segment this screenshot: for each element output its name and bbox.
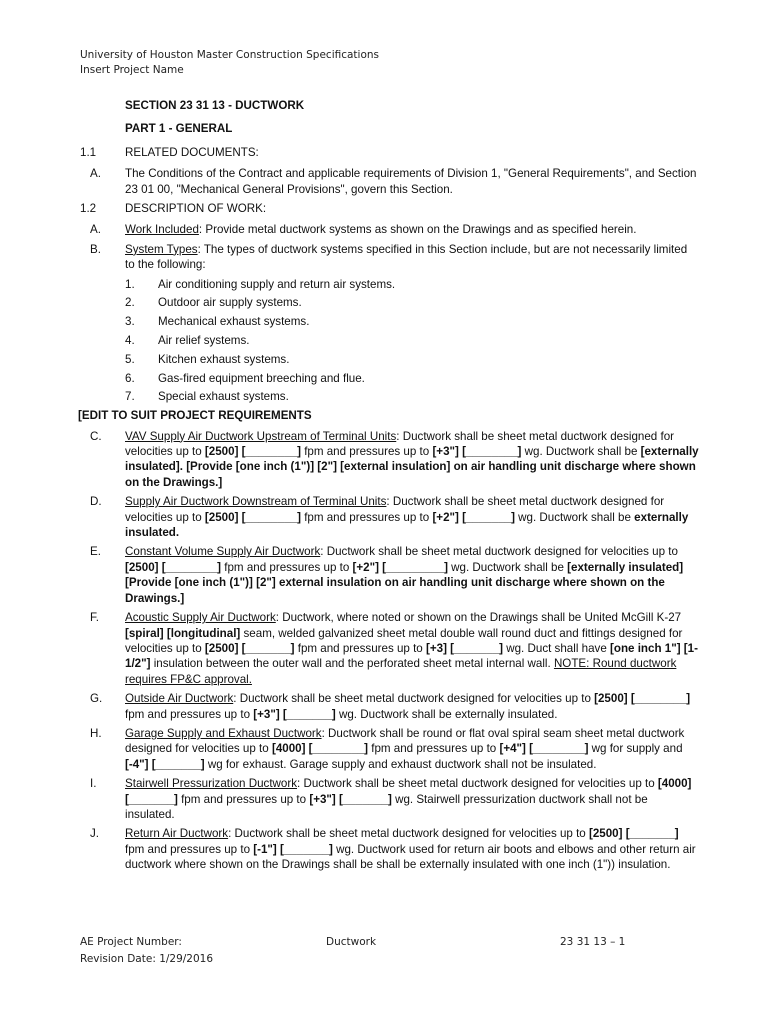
footer-center: Ductwork <box>326 936 377 948</box>
bracket-option: [one inch 1"] [1-1/2"] <box>125 641 698 671</box>
paragraph-1-1-a <box>80 166 700 197</box>
page-header <box>80 48 379 78</box>
paragraph-label: System Types <box>125 242 198 256</box>
text-run: wg. Ductwork shall be <box>514 510 635 524</box>
list-text: Air relief systems. <box>158 334 250 348</box>
text-run: wg for exhaust. Garage supply and exhaust ductwork shall not be insulated. <box>204 757 597 771</box>
text-run: fpm and pressures up to <box>177 792 310 806</box>
paragraph-letter: A. <box>90 167 101 181</box>
list-text: Special exhaust systems. <box>158 390 289 404</box>
document-body <box>80 98 700 877</box>
text-run: wg. Stairwell pressurization ductwork shall not be insulated. <box>125 792 648 821</box>
text-run: : Ductwork shall be sheet metal ductwork designed for velocities up to <box>297 777 658 791</box>
paragraph-letter: C. <box>90 429 102 443</box>
section-title: SECTION 23 31 13 - DUCTWORK <box>125 99 305 112</box>
bracket-option: [-4"] [_______] <box>125 757 205 771</box>
text-run: wg. Ductwork shall be <box>447 560 568 574</box>
text-run: : Ductwork, where noted or shown on the Drawings shall be United McGill K-27 <box>275 611 682 625</box>
text-run: fpm and pressures up to <box>300 445 433 459</box>
text-run: : Ductwork shall be sheet metal ductwork designed for velocities up to <box>125 429 675 459</box>
text-run: wg. Ductwork used for return air boots and elbows and other return air ductwork where shown on the Drawings shall be shall be externally insulated with one inch (1")) insulation. <box>125 842 696 872</box>
text-run: : Ductwork shall be sheet metal ductwork designed for velocities up to <box>125 495 665 524</box>
bracket-option: [+3] [_______] <box>425 641 504 655</box>
paragraph-1-2-a <box>80 222 700 237</box>
footer-project-number: AE Project Number: <box>80 936 182 948</box>
list-item <box>80 371 700 386</box>
text-run: fpm and pressures up to <box>368 742 500 756</box>
header-line-2: Insert Project Name <box>80 64 184 76</box>
paragraph-g <box>80 691 700 722</box>
list-number: 2. <box>125 296 135 310</box>
text-run: wg. Ductwork shall be <box>521 445 641 459</box>
text-run: : Ductwork shall be sheet metal ductwork designed for velocities up to <box>228 827 589 841</box>
bracket-option: [spiral] [longitudinal] <box>125 626 241 640</box>
list-item <box>80 295 700 310</box>
bracket-option: [+3"] [_______] <box>309 792 392 806</box>
text-run: fpm and pressures up to <box>300 510 433 524</box>
bracket-option: [4000] [_______] <box>125 777 692 806</box>
bracket-option: [2500] [________] <box>125 560 222 574</box>
paragraph-h <box>80 726 700 772</box>
list-item <box>80 389 700 404</box>
text-run: wg. Duct shall have <box>503 641 610 655</box>
list-number: 1. <box>125 277 135 291</box>
part-title: PART 1 - GENERAL <box>125 122 233 136</box>
paragraph-letter: D. <box>90 495 102 509</box>
list-item <box>80 314 700 329</box>
footer-revision-date: Revision Date: 1/29/2016 <box>80 953 214 965</box>
bracket-option: [2500] [________] <box>204 445 301 459</box>
paragraph-letter: G. <box>90 692 103 706</box>
bracket-option: [+3"] [_______] <box>253 707 336 721</box>
paragraph-letter: J. <box>90 827 100 841</box>
bracket-option: [+2"] [_________] <box>352 560 448 574</box>
bracket-option: [2500] [_______] <box>588 827 679 841</box>
system-types-list <box>80 277 700 405</box>
list-text: Gas-fired equipment breeching and flue. <box>158 371 365 385</box>
list-item <box>80 277 700 292</box>
paragraph-i <box>80 776 700 822</box>
paragraph-label: VAV Supply Air Ductwork Upstream of Terminal Units <box>125 429 397 443</box>
list-item <box>80 352 700 367</box>
footer-left <box>80 934 213 968</box>
paragraph-letter: E. <box>90 545 101 559</box>
text-run: : Ductwork shall be sheet metal ductwork designed for velocities up to <box>320 545 678 559</box>
text-run: fpm and pressures up to <box>221 560 353 574</box>
paragraph-f <box>80 610 700 687</box>
text-run: : Ductwork shall be round or flat oval spiral seam sheet metal ductwork designed for velocities up to <box>125 726 685 756</box>
article-title: RELATED DOCUMENTS: <box>125 145 259 159</box>
bracket-option: [2500] [________] <box>594 692 691 706</box>
bracket-option: externally insulated. <box>125 510 689 540</box>
article-1-2 <box>80 201 700 216</box>
list-number: 7. <box>125 390 135 404</box>
paragraph-label: Stairwell Pressurization Ductwork <box>125 777 298 791</box>
paragraph-text: The Conditions of the Contract and applicable requirements of Division 1, "General Requirements", and Section 23 01 00, "Mechanical General Provisions", govern this Section. <box>125 167 697 196</box>
bracket-option: [2500] [_______] <box>204 641 295 655</box>
paragraph-label: Work Included <box>125 223 199 237</box>
article-title: DESCRIPTION OF WORK: <box>125 202 267 216</box>
paragraph-label: Return Air Ductwork <box>125 827 229 841</box>
paragraph-label: Constant Volume Supply Air Ductwork <box>125 545 321 559</box>
list-text: Outdoor air supply systems. <box>158 296 302 310</box>
paragraph-letter: H. <box>90 726 102 740</box>
list-item <box>80 333 700 348</box>
paragraph-1-2-b <box>80 242 700 273</box>
paragraph-letter: B. <box>90 242 101 256</box>
text-run: : Ductwork shall be sheet metal ductwork designed for velocities up to <box>233 692 595 706</box>
paragraph-label: Outside Air Ductwork <box>125 692 234 706</box>
article-1-1 <box>80 145 700 160</box>
text-run: insulation between the outer wall and the perforated sheet metal internal wall. <box>150 657 554 671</box>
bracket-option: [+3"] [________] <box>432 445 522 459</box>
paragraph-letter: F. <box>90 611 100 625</box>
article-number: 1.2 <box>80 202 97 216</box>
paragraph-label: Garage Supply and Exhaust Ductwork <box>125 726 322 740</box>
list-number: 4. <box>125 334 135 348</box>
header-line-1: University of Houston Master Construction Specifications <box>80 49 380 61</box>
bracket-option: [2500] [________] <box>204 510 301 524</box>
paragraph-text: : The types of ductwork systems specified in this Section include, but are not necessarily limited to the following: <box>125 242 688 272</box>
paragraph-e <box>80 544 700 606</box>
paragraph-d <box>80 494 700 540</box>
text-run: seam, welded galvanized sheet metal double wall round duct and fittings designed for velocities up to <box>125 626 683 655</box>
text-run: fpm and pressures up to <box>125 707 254 721</box>
paragraph-letter: I. <box>90 777 97 791</box>
bracket-option: [+4"] [________] <box>499 742 589 756</box>
paragraph-c <box>80 429 700 491</box>
bracket-option: [externally insulated] [Provide [one inch (1")] [2"] external insulation on air handling unit discharge where shown on the Drawings.] <box>125 560 684 605</box>
text-run: fpm and pressures up to <box>125 842 254 856</box>
paragraph-label: Supply Air Ductwork Downstream of Terminal Units <box>125 495 387 509</box>
paragraph-letter: A. <box>90 223 101 237</box>
text-run: fpm and pressures up to <box>294 641 426 655</box>
list-number: 5. <box>125 352 135 366</box>
list-number: 3. <box>125 315 135 329</box>
footer-page-number: 23 31 13 – 1 <box>560 936 626 948</box>
edit-note: [EDIT TO SUIT PROJECT REQUIREMENTS <box>78 409 312 423</box>
article-number: 1.1 <box>80 145 97 159</box>
bracket-option: [4000] [________] <box>271 742 368 756</box>
list-number: 6. <box>125 371 135 385</box>
bracket-option: [-1"] [_______] <box>253 842 333 856</box>
paragraph-label: Acoustic Supply Air Ductwork <box>125 611 276 625</box>
list-text: Kitchen exhaust systems. <box>158 352 290 366</box>
bracket-option: [+2"] [_______] <box>432 510 515 524</box>
approval-note: NOTE: Round ductwork requires FP&C approval. <box>125 657 677 686</box>
list-text: Air conditioning supply and return air systems. <box>158 277 396 291</box>
bracket-option: [externally insulated]. [Provide [one inch (1")] [2"] [external insulation] on air handling unit discharge where shown on the Drawings.] <box>125 445 699 489</box>
paragraph-text: : Provide metal ductwork systems as shown on the Drawings and as specified herein. <box>198 223 637 237</box>
list-text: Mechanical exhaust systems. <box>158 315 310 329</box>
text-run: wg for supply and <box>588 742 683 756</box>
text-run: wg. Ductwork shall be externally insulated. <box>335 707 558 721</box>
paragraph-j <box>80 826 700 872</box>
